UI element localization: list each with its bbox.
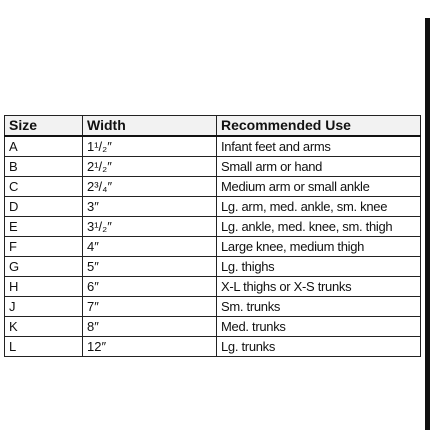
- cell-use: Lg. thighs: [217, 257, 421, 277]
- table-row: [5, 136, 421, 157]
- cell-size: L: [5, 337, 83, 357]
- table-row: [5, 157, 421, 177]
- header-size: Size: [5, 116, 83, 137]
- cell-width: 3″: [83, 197, 217, 217]
- cell-size: J: [5, 297, 83, 317]
- right-edge-border: [425, 18, 430, 430]
- table-row: [5, 337, 421, 357]
- cell-size: E: [5, 217, 83, 237]
- table-row: [5, 177, 421, 197]
- cell-size: D: [5, 197, 83, 217]
- cell-width: 1¹/₂″: [83, 136, 217, 157]
- cell-use: Small arm or hand: [217, 157, 421, 177]
- cell-width: 12″: [83, 337, 217, 357]
- cell-use: Lg. arm, med. ankle, sm. knee: [217, 197, 421, 217]
- table-row: [5, 257, 421, 277]
- cell-use: Infant feet and arms: [217, 136, 421, 157]
- cell-size: K: [5, 317, 83, 337]
- cell-size: C: [5, 177, 83, 197]
- cell-width: 3¹/₂″: [83, 217, 217, 237]
- table-row: [5, 197, 421, 217]
- cell-size: A: [5, 136, 83, 157]
- table-row: [5, 277, 421, 297]
- cell-size: B: [5, 157, 83, 177]
- cell-size: H: [5, 277, 83, 297]
- cell-size: G: [5, 257, 83, 277]
- table-row: [5, 217, 421, 237]
- cell-size: F: [5, 237, 83, 257]
- cell-width: 2¹/₂″: [83, 157, 217, 177]
- cell-width: 4″: [83, 237, 217, 257]
- size-chart-table: [4, 115, 421, 357]
- cell-width: 7″: [83, 297, 217, 317]
- header-recommended-use: Recommended Use: [217, 116, 421, 137]
- header-width: Width: [83, 116, 217, 137]
- cell-use: X-L thighs or X-S trunks: [217, 277, 421, 297]
- table-header-row: [5, 116, 421, 137]
- cell-use: Sm. trunks: [217, 297, 421, 317]
- cell-use: Large knee, medium thigh: [217, 237, 421, 257]
- table-row: [5, 237, 421, 257]
- cell-width: 5″: [83, 257, 217, 277]
- table-row: [5, 297, 421, 317]
- table-row: [5, 317, 421, 337]
- cell-use: Lg. ankle, med. knee, sm. thigh: [217, 217, 421, 237]
- cell-use: Med. trunks: [217, 317, 421, 337]
- cell-width: 8″: [83, 317, 217, 337]
- cell-width: 2³/₄″: [83, 177, 217, 197]
- cell-width: 6″: [83, 277, 217, 297]
- cell-use: Lg. trunks: [217, 337, 421, 357]
- cell-use: Medium arm or small ankle: [217, 177, 421, 197]
